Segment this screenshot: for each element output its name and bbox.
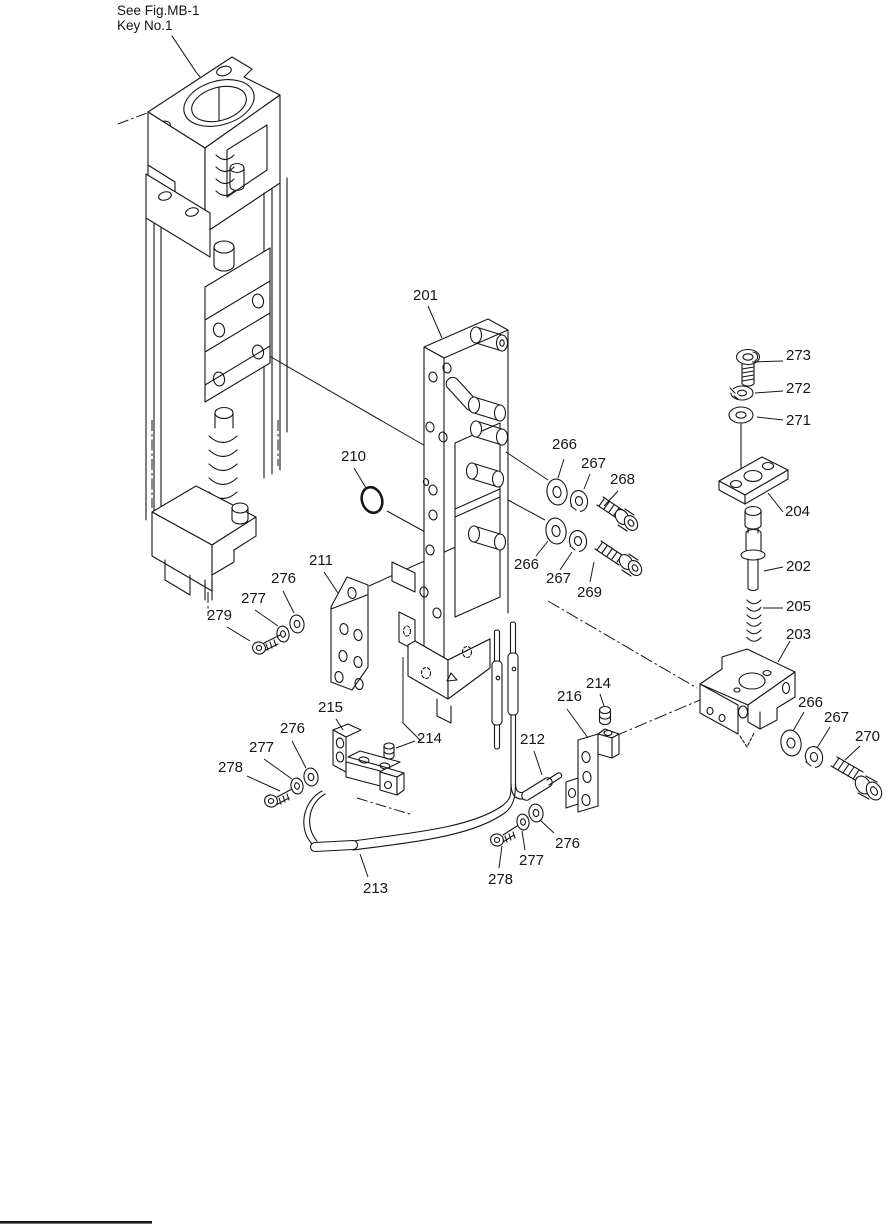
callout-leader-line [292, 741, 306, 768]
left-hardware [251, 485, 386, 691]
plate-211 [331, 577, 368, 690]
screw-269 [595, 541, 644, 578]
lock-washer-267-right [804, 745, 825, 769]
part-callout-label: 266 [514, 556, 540, 573]
spring-205 [747, 600, 761, 641]
callout-leader-line [227, 627, 250, 641]
callout-leader-line [757, 417, 783, 420]
callout-leader-line [600, 694, 604, 706]
part-callout-label: 215 [318, 699, 344, 716]
pin-214-left [384, 743, 394, 759]
callout-leader-line [360, 854, 368, 877]
part-callout-label: 271 [786, 412, 812, 429]
part-callout-label: 203 [786, 626, 812, 643]
o-ring-210 [358, 485, 385, 516]
washer-276-215 [303, 767, 320, 787]
callout-leader-line [499, 846, 502, 868]
plunger-202 [741, 507, 765, 591]
callout-leader-line [536, 541, 548, 556]
block-203 [700, 649, 795, 747]
part-callout-label: 213 [363, 880, 389, 897]
part-callout-label: 212 [520, 731, 546, 748]
washer-276-upper [289, 614, 306, 634]
screw-270 [831, 757, 885, 803]
bracket-216 [566, 729, 619, 812]
part-callout-label: 204 [785, 503, 811, 520]
main-column-assembly [146, 36, 287, 600]
callout-leader-line [560, 552, 572, 570]
lock-washer-267-upper [569, 489, 589, 513]
part-callout-label: 278 [218, 759, 244, 776]
washer-271 [729, 407, 753, 423]
pin-214-right [600, 707, 611, 725]
callout-leader-line [558, 459, 564, 478]
washer-276-216 [528, 803, 545, 823]
callout-leader-line [428, 306, 442, 338]
washer-266-right [779, 728, 804, 758]
callout-leader-line [584, 474, 590, 489]
fig-reference-line2: Key No.1 [117, 18, 173, 33]
callout-leader-line [778, 641, 790, 662]
part-callout-label: 277 [241, 590, 267, 607]
callout-leader-line [755, 391, 783, 393]
callout-leader-line [324, 572, 338, 593]
part-callout-label: 278 [488, 871, 514, 888]
callout-leader-line [354, 468, 366, 488]
washer-277-upper [276, 625, 291, 643]
part-callout-label: 267 [581, 455, 607, 472]
callout-leader-line [283, 591, 294, 613]
callout-leader-line [264, 759, 292, 779]
part-callout-label: 273 [786, 347, 812, 364]
part-callout-label: 210 [341, 448, 367, 465]
callout-leader-line [255, 610, 278, 626]
bracket-215 [333, 724, 404, 795]
callout-leader-line [534, 751, 542, 775]
part-callout-label: 269 [577, 584, 603, 601]
part-callout-label: 216 [557, 688, 583, 705]
footer-rule [0, 1221, 152, 1224]
callout-leader-line [768, 493, 783, 512]
fig-reference-leader [172, 36, 196, 72]
part-callout-label: 276 [280, 720, 306, 737]
callout-leader-line [540, 820, 554, 833]
bracket-frame-201 [392, 319, 508, 723]
callout-leader-line [845, 746, 860, 760]
callout-leader-line [522, 831, 525, 850]
part-callout-label: 267 [546, 570, 572, 587]
part-callout-label: 211 [309, 552, 333, 569]
screw-279 [251, 635, 280, 656]
washer-277-215 [290, 777, 305, 795]
callout-leader-line [590, 562, 594, 582]
part-callout-label: 277 [519, 852, 545, 869]
part-callout-label: 202 [786, 558, 812, 575]
part-callout-label: 272 [786, 380, 812, 397]
part-callout-label: 276 [555, 835, 581, 852]
part-callout-label: 201 [413, 287, 439, 304]
part-callout-label: 268 [610, 471, 636, 488]
screw-278-215 [263, 789, 292, 809]
lock-washer-267-lower [568, 529, 588, 553]
screw-268 [597, 497, 640, 533]
part-callout-label: 277 [249, 739, 275, 756]
washer-277-216 [516, 813, 531, 831]
part-callout-label: 214 [417, 730, 443, 747]
part-callout-label: 270 [855, 728, 881, 745]
part-callout-label: 266 [798, 694, 824, 711]
callout-leader-line [396, 741, 415, 748]
callout-leader-line [247, 776, 280, 791]
lock-washer-272 [730, 386, 753, 400]
plate-204 [719, 457, 788, 504]
part-callout-label: 276 [271, 570, 297, 587]
washer-266-upper [545, 477, 569, 506]
part-callout-label: 279 [207, 607, 233, 624]
callout-leader-line [817, 727, 830, 748]
screw-278-216 [489, 826, 517, 848]
callout-leader-line [567, 709, 588, 738]
fig-reference-line1: See Fig.MB-1 [117, 3, 200, 18]
bracket-216-group [489, 707, 619, 848]
part-callout-label: 205 [786, 598, 812, 615]
part-callout-label: 214 [586, 675, 612, 692]
part-callout-label: 267 [824, 709, 850, 726]
screw-273 [737, 350, 760, 387]
callout-leader-line [764, 567, 783, 571]
callout-leader-line [793, 712, 804, 731]
part-callout-label: 266 [552, 436, 578, 453]
